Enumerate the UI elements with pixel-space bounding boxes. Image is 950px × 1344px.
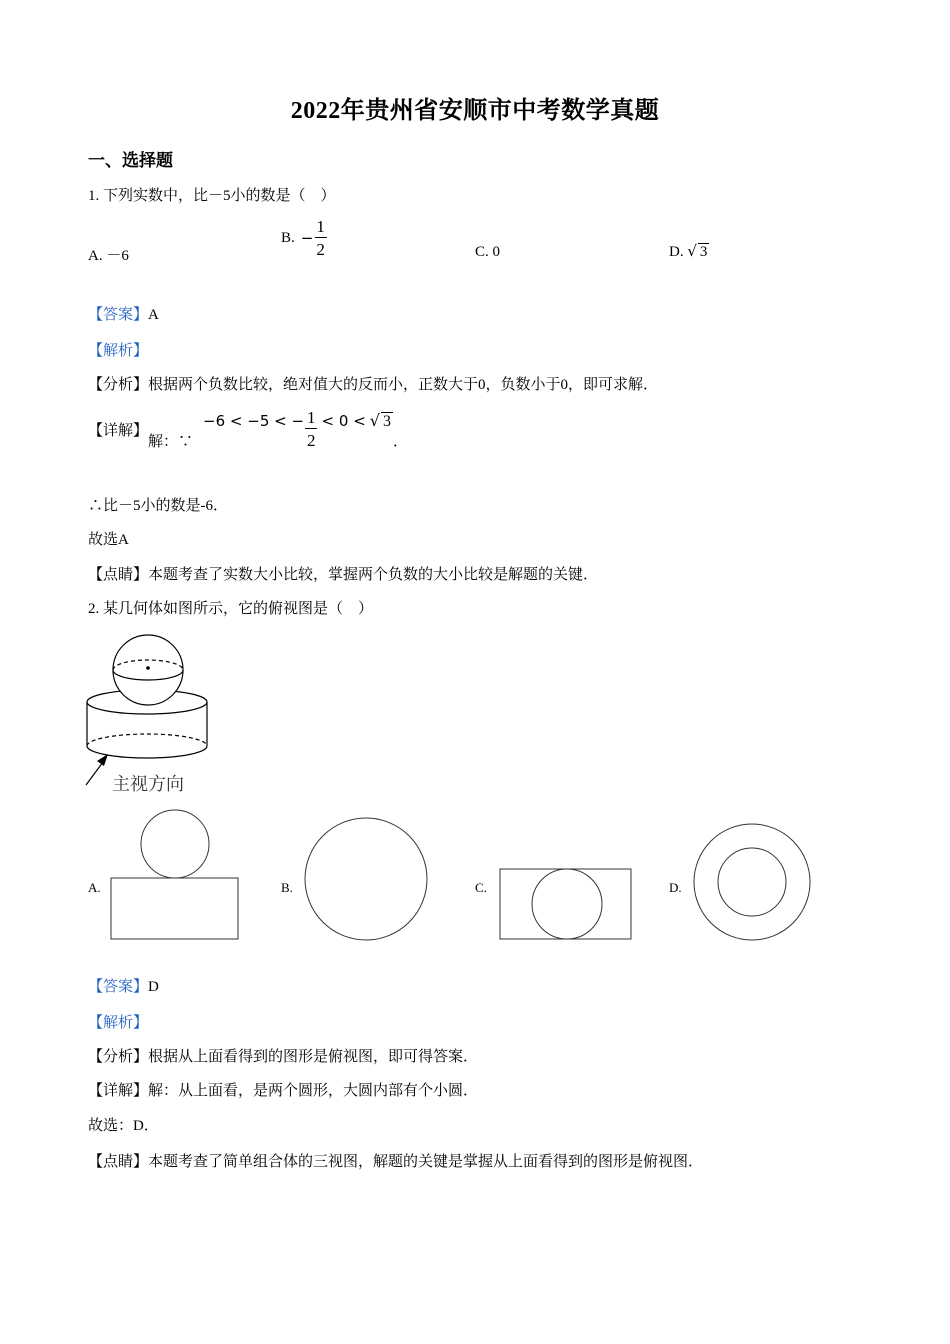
view-direction-label: 主视方向	[112, 774, 184, 795]
answer-value: A	[148, 307, 159, 323]
q2-comment	[88, 1150, 703, 1171]
detail-tag: 【详解】	[88, 423, 149, 439]
q1-option-b-label: B.	[281, 229, 295, 246]
q2-option-b-label: B.	[281, 880, 293, 895]
section-heading-choice: 一、选择题	[88, 151, 173, 170]
inner-circle	[718, 848, 786, 916]
q1-detail	[88, 408, 408, 451]
rectangle	[500, 869, 631, 939]
detail-inequality-b: < 0 <	[321, 411, 366, 430]
top-circle	[141, 810, 209, 878]
comment-text: 本题考查了简单组合体的三视图，解题的关键是掌握从上面看得到的图形是俯视图．	[148, 1154, 704, 1170]
q2-option-b-figure	[302, 816, 430, 944]
q2-option-d-label: D.	[669, 880, 682, 895]
q2-option-d-figure	[691, 822, 813, 944]
q1-stem: 1. 下列实数中，比－5小的数是（ ）	[88, 188, 336, 204]
detail-fraction	[305, 409, 318, 449]
q1-option-b	[281, 218, 327, 258]
detail-prefix: 解：∵	[148, 434, 194, 450]
q1-option-a: A. －6	[88, 248, 129, 264]
comment-text: 本题考查了实数大小比较，掌握两个负数的大小比较是解题的关键．	[148, 567, 599, 583]
sqrt-symbol: √ 3	[687, 242, 708, 260]
outer-circle	[694, 824, 810, 940]
q1-option-b-fraction	[314, 218, 327, 258]
sqrt-symbol: √ 3	[369, 410, 391, 430]
q2-stem: 2. 某几何体如图所示，它的俯视图是（ ）	[88, 601, 374, 617]
fenxi-text: 根据从上面看得到的图形是俯视图，即可得答案．	[148, 1049, 479, 1065]
answer-value: D	[148, 979, 159, 995]
comment-tag: 【点睛】	[88, 567, 149, 583]
fenxi-text: 根据两个负数比较，绝对值大的反而小，正数大于0，负数小于0，即可求解．	[148, 377, 659, 393]
q1-therefore: ∴比－5小的数是-6．	[88, 498, 228, 514]
page-title: 2022年贵州省安顺市中考数学真题	[290, 98, 660, 124]
fenxi-tag: 【分析】	[88, 377, 149, 393]
fenxi-tag: 【分析】	[88, 1049, 149, 1065]
fraction-denominator: 2	[316, 240, 325, 259]
q1-option-d	[669, 242, 709, 261]
q1-answer	[88, 303, 159, 324]
q2-fenxi	[88, 1045, 478, 1066]
detail-end: ．	[392, 434, 408, 450]
fraction-numerator: 1	[316, 217, 325, 236]
view-arrow-head	[97, 754, 108, 766]
fraction-denominator: 2	[307, 430, 316, 450]
comment-tag: 【点睛】	[88, 1154, 149, 1170]
radicand: 3	[699, 244, 708, 260]
inner-circle	[532, 869, 602, 939]
q1-choose: 故选A	[88, 532, 129, 548]
answer-tag: 【答案】	[88, 979, 149, 995]
q2-option-c-label: C.	[475, 880, 487, 895]
q2-option-a-label: A.	[88, 880, 101, 895]
detail-text: 解：从上面看，是两个圆形，大圆内部有个小圆．	[148, 1083, 479, 1099]
q2-choose: 故选：D．	[88, 1118, 159, 1134]
detail-inequality-a: −6 < −5 < −	[203, 411, 305, 430]
q1-option-c: C. 0	[475, 244, 501, 260]
q2-option-c-figure	[497, 866, 635, 944]
q2-option-a-figure	[108, 808, 242, 942]
radicand: 3	[382, 412, 391, 430]
detail-tag: 【详解】	[88, 1083, 149, 1099]
bottom-rectangle	[111, 878, 238, 939]
q1-fenxi	[88, 373, 658, 394]
q1-option-b-sign: −	[300, 229, 314, 247]
q1-option-d-label: D.	[669, 244, 684, 260]
sphere-center-dot	[146, 666, 150, 670]
q2-answer	[88, 975, 159, 996]
single-circle	[305, 818, 427, 940]
q2-detail	[88, 1079, 478, 1100]
q1-comment	[88, 563, 598, 584]
q1-analysis-tag: 【解析】	[88, 343, 149, 359]
cylinder-bottom-back-dashed	[87, 734, 207, 746]
answer-tag: 【答案】	[88, 307, 149, 323]
q2-analysis-tag: 【解析】	[88, 1015, 149, 1031]
sphere-outline	[113, 635, 183, 705]
fraction-numerator: 1	[307, 407, 316, 427]
